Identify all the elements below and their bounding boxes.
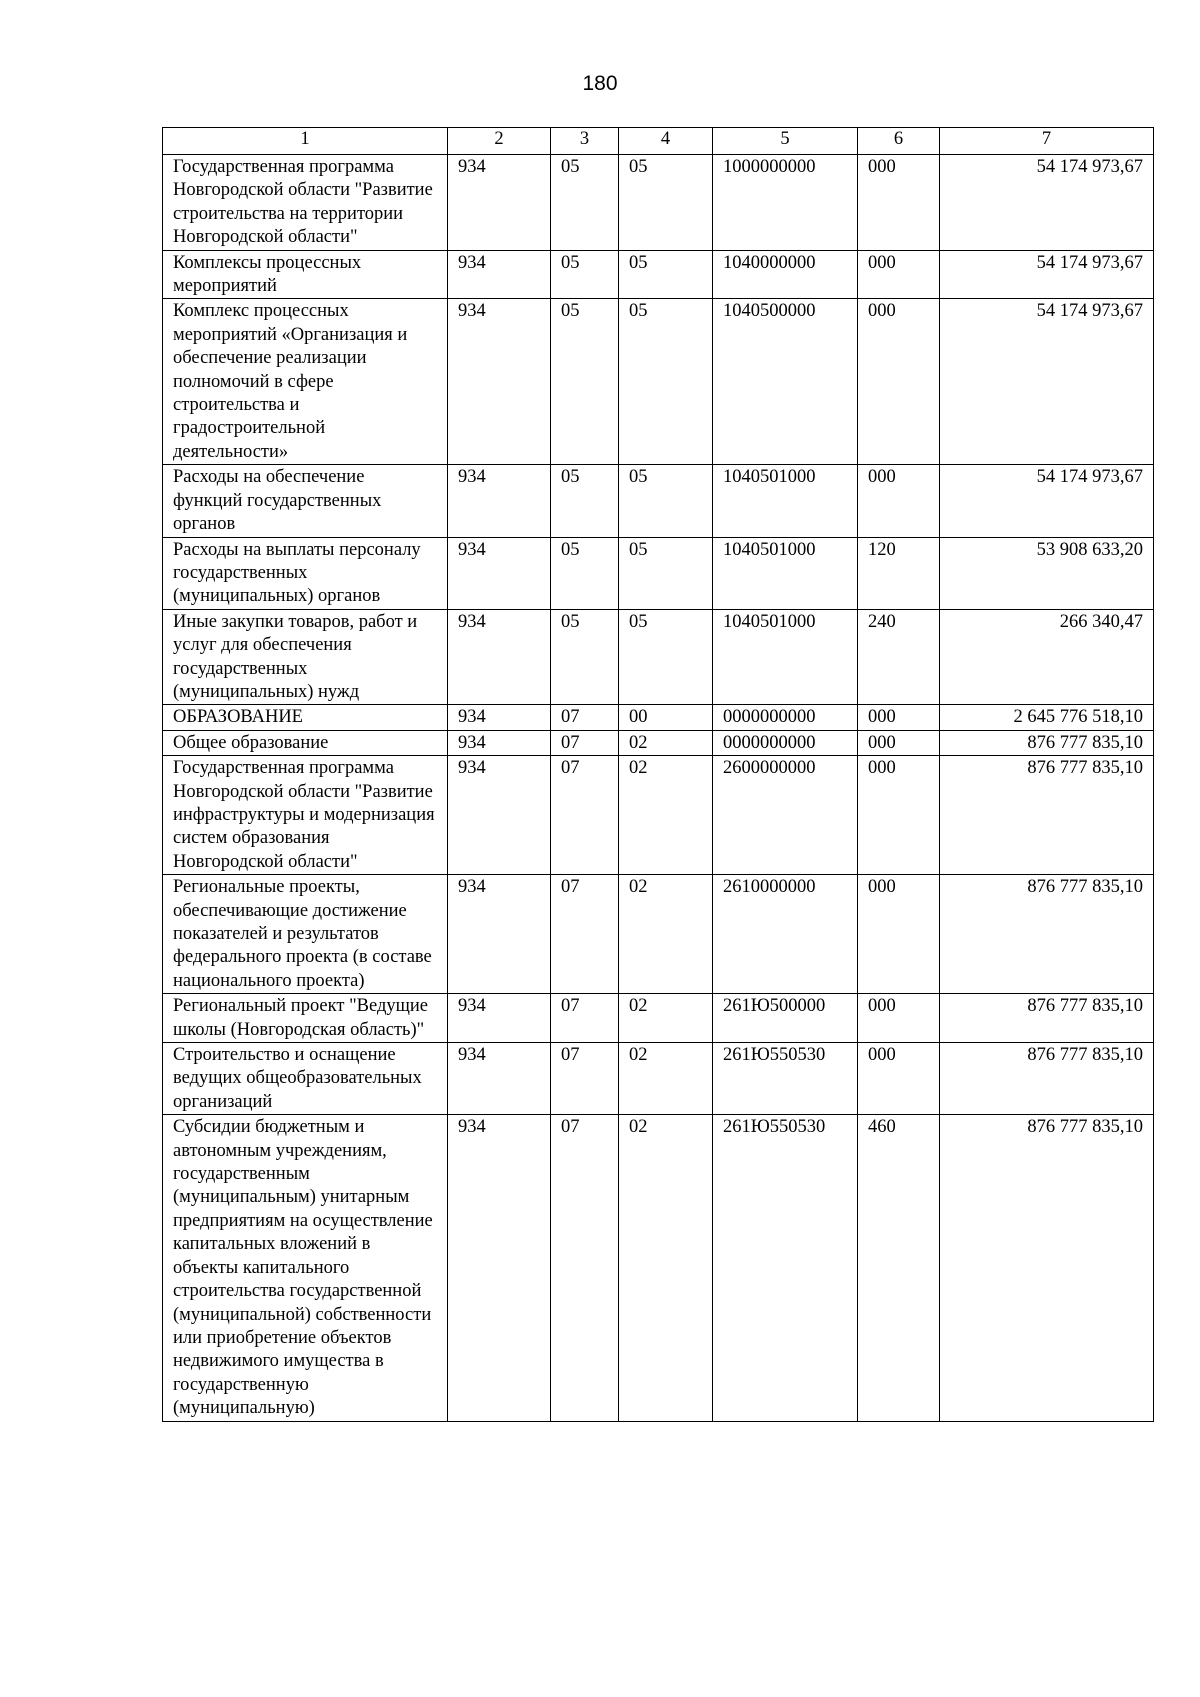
row-amount-cell: 54 174 973,67: [940, 250, 1154, 299]
row-name-cell: Региональный проект "Ведущие школы (Новгородская область)": [163, 994, 448, 1043]
row-amount-cell: 876 777 835,10: [940, 756, 1154, 875]
column-header: 5: [713, 128, 858, 155]
table-header-row: [163, 128, 1154, 155]
column-header: 2: [448, 128, 551, 155]
row-name-cell: Комплексы процессных мероприятий: [163, 250, 448, 299]
table-row: [163, 705, 1154, 730]
table-row: [163, 1043, 1154, 1115]
row-code-cell: 934: [448, 609, 551, 705]
row-code-cell: 934: [448, 994, 551, 1043]
row-subsection-cell: 00: [619, 705, 713, 730]
column-header: 4: [619, 128, 713, 155]
row-type-cell: 460: [858, 1115, 940, 1421]
row-name-cell: Общее образование: [163, 730, 448, 755]
row-section-cell: 07: [551, 730, 619, 755]
row-code-cell: 934: [448, 465, 551, 537]
row-code-cell: 934: [448, 756, 551, 875]
table-body: [163, 155, 1154, 1422]
row-name-cell: Субсидии бюджетным и автономным учреждениям, государственным (муниципальным) унитарным предприятиям на осуществление капитальных вложений в объекты капитального строительства государственной (муниципальной) собственности или приобретение объектов недвижимого имущества в государственную (муниципальную): [163, 1115, 448, 1421]
row-type-cell: 000: [858, 756, 940, 875]
row-subsection-cell: 02: [619, 730, 713, 755]
table-row: [163, 250, 1154, 299]
table-row: [163, 537, 1154, 609]
row-code-cell: 934: [448, 730, 551, 755]
row-amount-cell: 876 777 835,10: [940, 994, 1154, 1043]
row-type-cell: 000: [858, 994, 940, 1043]
row-type-cell: 000: [858, 1043, 940, 1115]
row-amount-cell: 876 777 835,10: [940, 875, 1154, 994]
table-row: [163, 609, 1154, 705]
row-amount-cell: 266 340,47: [940, 609, 1154, 705]
row-subsection-cell: 05: [619, 609, 713, 705]
row-type-cell: 000: [858, 465, 940, 537]
row-code-cell: 934: [448, 155, 551, 251]
column-header: 3: [551, 128, 619, 155]
table-row: [163, 875, 1154, 994]
table-row: [163, 299, 1154, 465]
row-name-cell: Расходы на выплаты персоналу государственных (муниципальных) органов: [163, 537, 448, 609]
row-name-cell: ОБРАЗОВАНИЕ: [163, 705, 448, 730]
row-code-cell: 934: [448, 705, 551, 730]
row-code-cell: 934: [448, 875, 551, 994]
row-subsection-cell: 02: [619, 1115, 713, 1421]
row-code-cell: 934: [448, 537, 551, 609]
row-amount-cell: 54 174 973,67: [940, 299, 1154, 465]
row-type-cell: 240: [858, 609, 940, 705]
row-target-cell: 0000000000: [713, 730, 858, 755]
row-type-cell: 120: [858, 537, 940, 609]
column-header: 7: [940, 128, 1154, 155]
row-type-cell: 000: [858, 250, 940, 299]
row-section-cell: 05: [551, 465, 619, 537]
row-target-cell: 1040500000: [713, 299, 858, 465]
row-section-cell: 07: [551, 1043, 619, 1115]
row-target-cell: 1040501000: [713, 465, 858, 537]
row-code-cell: 934: [448, 250, 551, 299]
row-subsection-cell: 05: [619, 299, 713, 465]
row-amount-cell: 876 777 835,10: [940, 1115, 1154, 1421]
row-name-cell: Строительство и оснащение ведущих общеобразовательных организаций: [163, 1043, 448, 1115]
row-code-cell: 934: [448, 1043, 551, 1115]
row-subsection-cell: 05: [619, 465, 713, 537]
row-name-cell: Региональные проекты, обеспечивающие достижение показателей и результатов федерального проекта (в составе национального проекта): [163, 875, 448, 994]
table-row: [163, 1115, 1154, 1421]
row-type-cell: 000: [858, 730, 940, 755]
row-target-cell: 2610000000: [713, 875, 858, 994]
row-subsection-cell: 05: [619, 250, 713, 299]
row-section-cell: 05: [551, 155, 619, 251]
row-type-cell: 000: [858, 299, 940, 465]
row-amount-cell: 876 777 835,10: [940, 730, 1154, 755]
row-subsection-cell: 02: [619, 756, 713, 875]
row-section-cell: 07: [551, 1115, 619, 1421]
row-name-cell: Расходы на обеспечение функций государственных органов: [163, 465, 448, 537]
row-name-cell: Комплекс процессных мероприятий «Организация и обеспечение реализации полномочий в сфере строительства и градостроительной деятельности»: [163, 299, 448, 465]
row-target-cell: 0000000000: [713, 705, 858, 730]
page-number: 180: [582, 72, 618, 95]
table-row: [163, 730, 1154, 755]
column-header: 1: [163, 128, 448, 155]
row-target-cell: 1000000000: [713, 155, 858, 251]
table-row: [163, 756, 1154, 875]
row-name-cell: Иные закупки товаров, работ и услуг для обеспечения государственных (муниципальных) нужд: [163, 609, 448, 705]
row-name-cell: Государственная программа Новгородской области "Развитие строительства на территории Новгородской области": [163, 155, 448, 251]
row-name-cell: Государственная программа Новгородской области "Развитие инфраструктуры и модернизация систем образования Новгородской области": [163, 756, 448, 875]
row-type-cell: 000: [858, 155, 940, 251]
row-amount-cell: 2 645 776 518,10: [940, 705, 1154, 730]
row-target-cell: 1040501000: [713, 537, 858, 609]
row-subsection-cell: 02: [619, 875, 713, 994]
row-section-cell: 05: [551, 537, 619, 609]
table-row: [163, 155, 1154, 251]
table-row: [163, 994, 1154, 1043]
row-target-cell: 1040000000: [713, 250, 858, 299]
row-amount-cell: 54 174 973,67: [940, 465, 1154, 537]
row-section-cell: 05: [551, 250, 619, 299]
row-amount-cell: 54 174 973,67: [940, 155, 1154, 251]
row-code-cell: 934: [448, 299, 551, 465]
row-subsection-cell: 05: [619, 537, 713, 609]
row-target-cell: 261Ю550530: [713, 1115, 858, 1421]
row-subsection-cell: 02: [619, 1043, 713, 1115]
row-section-cell: 05: [551, 299, 619, 465]
column-header: 6: [858, 128, 940, 155]
row-section-cell: 07: [551, 994, 619, 1043]
row-target-cell: 261Ю550530: [713, 1043, 858, 1115]
row-subsection-cell: 05: [619, 155, 713, 251]
row-target-cell: 2600000000: [713, 756, 858, 875]
budget-table: [162, 127, 1154, 1422]
row-subsection-cell: 02: [619, 994, 713, 1043]
row-section-cell: 05: [551, 609, 619, 705]
row-type-cell: 000: [858, 705, 940, 730]
row-amount-cell: 53 908 633,20: [940, 537, 1154, 609]
row-section-cell: 07: [551, 756, 619, 875]
row-type-cell: 000: [858, 875, 940, 994]
row-section-cell: 07: [551, 875, 619, 994]
row-section-cell: 07: [551, 705, 619, 730]
table-row: [163, 465, 1154, 537]
row-code-cell: 934: [448, 1115, 551, 1421]
row-target-cell: 261Ю500000: [713, 994, 858, 1043]
row-amount-cell: 876 777 835,10: [940, 1043, 1154, 1115]
row-target-cell: 1040501000: [713, 609, 858, 705]
